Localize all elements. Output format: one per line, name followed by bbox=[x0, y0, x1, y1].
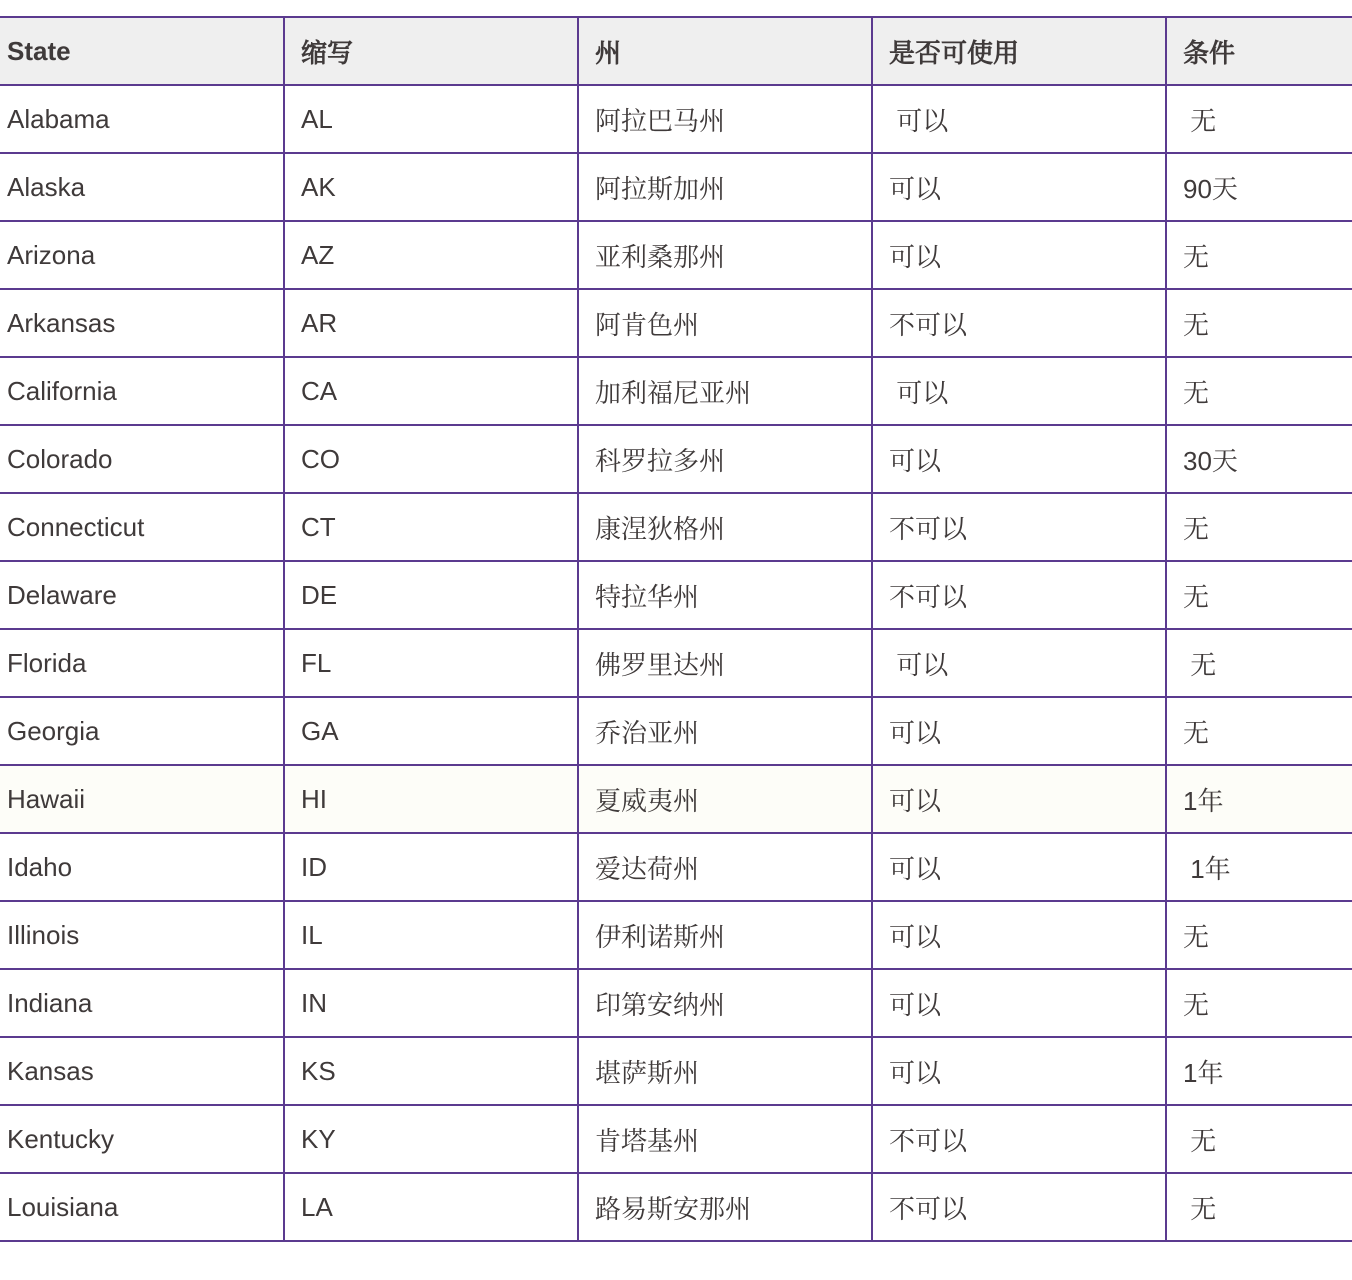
chinese-name-cell: 阿拉斯加州 bbox=[578, 153, 872, 221]
condition-cell: 1年 bbox=[1166, 765, 1352, 833]
usable-cell: 不可以 bbox=[872, 1173, 1166, 1241]
table-row bbox=[0, 1037, 1352, 1105]
condition-cell: 无 bbox=[1166, 1173, 1352, 1241]
state-cell: Delaware bbox=[0, 561, 284, 629]
chinese-name-cell: 爱达荷州 bbox=[578, 833, 872, 901]
condition-cell: 无 bbox=[1166, 969, 1352, 1037]
chinese-name-cell: 肯塔基州 bbox=[578, 1105, 872, 1173]
state-cell: Georgia bbox=[0, 697, 284, 765]
table-row bbox=[0, 629, 1352, 697]
chinese-name-cell: 乔治亚州 bbox=[578, 697, 872, 765]
state-cell: Idaho bbox=[0, 833, 284, 901]
abbreviation-cell: KS bbox=[284, 1037, 578, 1105]
state-cell: Connecticut bbox=[0, 493, 284, 561]
condition-cell: 无 bbox=[1166, 289, 1352, 357]
table-row bbox=[0, 493, 1352, 561]
abbreviation-cell: FL bbox=[284, 629, 578, 697]
condition-cell: 1年 bbox=[1166, 833, 1352, 901]
usable-cell: 可以 bbox=[872, 1037, 1166, 1105]
condition-cell: 无 bbox=[1166, 357, 1352, 425]
states-table bbox=[0, 16, 1352, 1242]
condition-cell: 无 bbox=[1166, 221, 1352, 289]
header-usable: 是否可使用 bbox=[872, 17, 1166, 85]
abbreviation-cell: IL bbox=[284, 901, 578, 969]
state-cell: Alabama bbox=[0, 85, 284, 153]
condition-cell: 无 bbox=[1166, 901, 1352, 969]
table-row bbox=[0, 425, 1352, 493]
chinese-name-cell: 阿肯色州 bbox=[578, 289, 872, 357]
state-cell: Arkansas bbox=[0, 289, 284, 357]
chinese-name-cell: 康涅狄格州 bbox=[578, 493, 872, 561]
usable-cell: 不可以 bbox=[872, 289, 1166, 357]
chinese-name-cell: 夏威夷州 bbox=[578, 765, 872, 833]
usable-cell: 可以 bbox=[872, 221, 1166, 289]
condition-cell: 无 bbox=[1166, 561, 1352, 629]
table-row bbox=[0, 697, 1352, 765]
usable-cell: 可以 bbox=[872, 901, 1166, 969]
chinese-name-cell: 堪萨斯州 bbox=[578, 1037, 872, 1105]
table-row bbox=[0, 765, 1352, 833]
condition-cell: 无 bbox=[1166, 697, 1352, 765]
condition-cell: 30天 bbox=[1166, 425, 1352, 493]
table-row bbox=[0, 1173, 1352, 1241]
chinese-name-cell: 科罗拉多州 bbox=[578, 425, 872, 493]
abbreviation-cell: KY bbox=[284, 1105, 578, 1173]
state-cell: Kentucky bbox=[0, 1105, 284, 1173]
state-cell: California bbox=[0, 357, 284, 425]
table-row bbox=[0, 561, 1352, 629]
usable-cell: 可以 bbox=[872, 697, 1166, 765]
abbreviation-cell: DE bbox=[284, 561, 578, 629]
table-row bbox=[0, 221, 1352, 289]
chinese-name-cell: 加利福尼亚州 bbox=[578, 357, 872, 425]
state-cell: Alaska bbox=[0, 153, 284, 221]
state-cell: Indiana bbox=[0, 969, 284, 1037]
chinese-name-cell: 伊利诺斯州 bbox=[578, 901, 872, 969]
condition-cell: 无 bbox=[1166, 85, 1352, 153]
table-row bbox=[0, 833, 1352, 901]
state-cell: Hawaii bbox=[0, 765, 284, 833]
state-cell: Florida bbox=[0, 629, 284, 697]
condition-cell: 1年 bbox=[1166, 1037, 1352, 1105]
abbreviation-cell: GA bbox=[284, 697, 578, 765]
table-row bbox=[0, 969, 1352, 1037]
abbreviation-cell: HI bbox=[284, 765, 578, 833]
condition-cell: 无 bbox=[1166, 1105, 1352, 1173]
abbreviation-cell: CA bbox=[284, 357, 578, 425]
condition-cell: 无 bbox=[1166, 629, 1352, 697]
table-row bbox=[0, 289, 1352, 357]
abbreviation-cell: CO bbox=[284, 425, 578, 493]
usable-cell: 可以 bbox=[872, 357, 1166, 425]
chinese-name-cell: 佛罗里达州 bbox=[578, 629, 872, 697]
table-row bbox=[0, 153, 1352, 221]
header-abbreviation: 缩写 bbox=[284, 17, 578, 85]
table-row bbox=[0, 357, 1352, 425]
abbreviation-cell: AZ bbox=[284, 221, 578, 289]
usable-cell: 不可以 bbox=[872, 1105, 1166, 1173]
abbreviation-cell: AR bbox=[284, 289, 578, 357]
state-cell: Louisiana bbox=[0, 1173, 284, 1241]
abbreviation-cell: CT bbox=[284, 493, 578, 561]
state-cell: Colorado bbox=[0, 425, 284, 493]
condition-cell: 90天 bbox=[1166, 153, 1352, 221]
chinese-name-cell: 亚利桑那州 bbox=[578, 221, 872, 289]
abbreviation-cell: ID bbox=[284, 833, 578, 901]
table-row bbox=[0, 85, 1352, 153]
header-state-chinese: 州 bbox=[578, 17, 872, 85]
state-cell: Kansas bbox=[0, 1037, 284, 1105]
usable-cell: 可以 bbox=[872, 153, 1166, 221]
table-row bbox=[0, 1105, 1352, 1173]
condition-cell: 无 bbox=[1166, 493, 1352, 561]
chinese-name-cell: 阿拉巴马州 bbox=[578, 85, 872, 153]
state-cell: Arizona bbox=[0, 221, 284, 289]
usable-cell: 不可以 bbox=[872, 493, 1166, 561]
abbreviation-cell: IN bbox=[284, 969, 578, 1037]
usable-cell: 可以 bbox=[872, 629, 1166, 697]
header-state: State bbox=[0, 17, 284, 85]
chinese-name-cell: 路易斯安那州 bbox=[578, 1173, 872, 1241]
chinese-name-cell: 印第安纳州 bbox=[578, 969, 872, 1037]
abbreviation-cell: LA bbox=[284, 1173, 578, 1241]
state-cell: Illinois bbox=[0, 901, 284, 969]
header-row bbox=[0, 17, 1352, 85]
abbreviation-cell: AL bbox=[284, 85, 578, 153]
table-row bbox=[0, 901, 1352, 969]
usable-cell: 可以 bbox=[872, 969, 1166, 1037]
table-body bbox=[0, 85, 1352, 1241]
usable-cell: 可以 bbox=[872, 425, 1166, 493]
chinese-name-cell: 特拉华州 bbox=[578, 561, 872, 629]
abbreviation-cell: AK bbox=[284, 153, 578, 221]
usable-cell: 可以 bbox=[872, 85, 1166, 153]
usable-cell: 不可以 bbox=[872, 561, 1166, 629]
usable-cell: 可以 bbox=[872, 765, 1166, 833]
usable-cell: 可以 bbox=[872, 833, 1166, 901]
header-condition: 条件 bbox=[1166, 17, 1352, 85]
